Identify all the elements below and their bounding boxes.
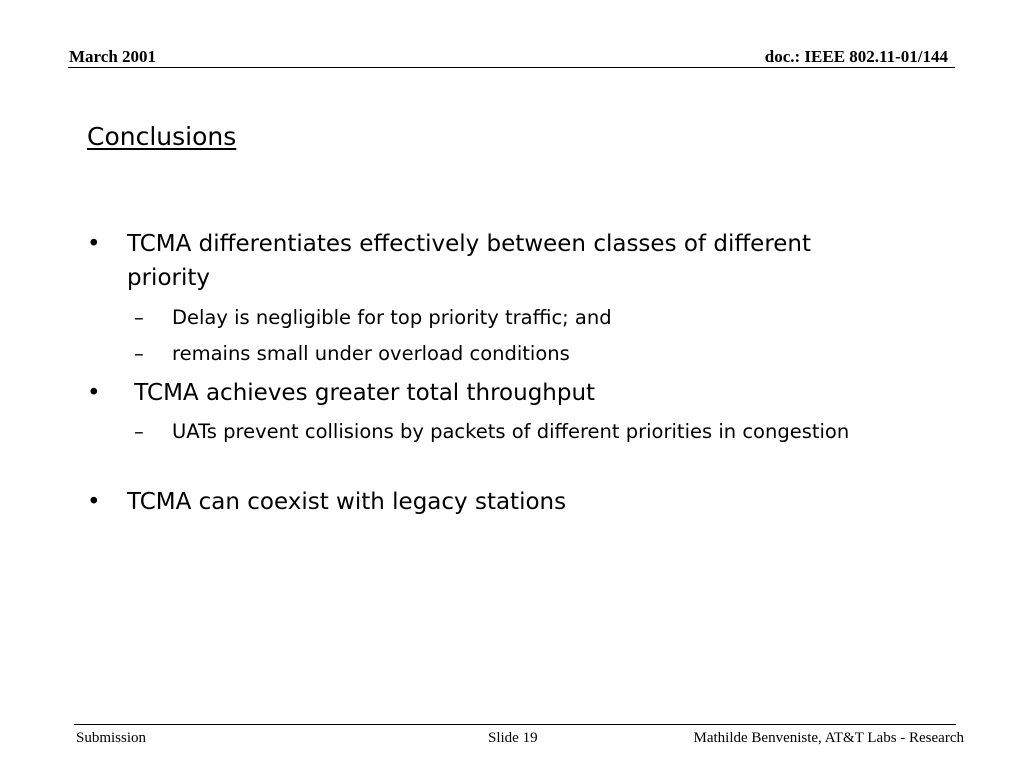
- footer-author: Mathilde Benveniste, AT&T Labs - Research: [693, 730, 964, 746]
- slide-title: Conclusions: [87, 122, 237, 151]
- sub-bullet-symbol: –: [134, 342, 144, 365]
- bullet-text: TCMA differentiates effectively between classes of different priority: [127, 231, 812, 291]
- sub-bullet-symbol: –: [134, 420, 144, 443]
- header-date: March 2001: [69, 47, 157, 66]
- bullet-text: TCMA can coexist with legacy stations: [127, 489, 567, 515]
- sub-bullet-symbol: –: [134, 306, 144, 329]
- bullet-symbol: •: [87, 489, 101, 515]
- header-doc-id: doc.: IEEE 802.11-01/144: [764, 47, 948, 66]
- bullet-symbol: •: [87, 380, 101, 406]
- sub-bullet-text: Delay is negligible for top priority traffic; and: [172, 306, 612, 329]
- bullet-symbol: •: [87, 231, 101, 257]
- footer-slide-number: Slide 19: [488, 730, 538, 746]
- sub-bullet-text: UATs prevent collisions by packets of different priorities in congestion: [172, 420, 850, 443]
- footer-submission: Submission: [76, 730, 147, 746]
- sub-bullet-text: remains small under overload conditions: [172, 342, 570, 365]
- bullet-text: TCMA achieves greater total throughput: [127, 380, 596, 406]
- footer-divider: [74, 724, 956, 725]
